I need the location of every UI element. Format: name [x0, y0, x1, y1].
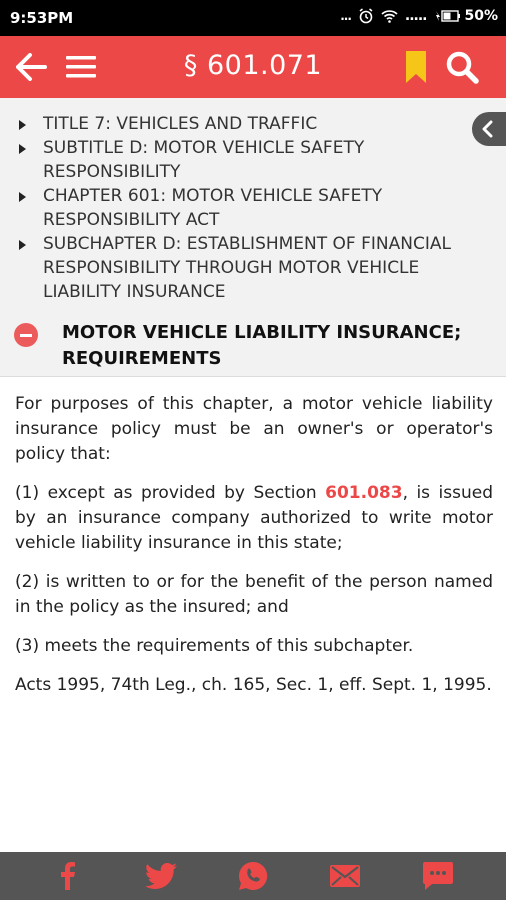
breadcrumb-item-label: SUBTITLE D: MOTOR VEHICLE SAFETY RESPONSIBILITY	[43, 138, 365, 182]
bookmark-button[interactable]	[398, 36, 434, 98]
battery-percent: 50%	[464, 8, 498, 24]
signal-strength: .....	[404, 8, 427, 24]
battery-indicator	[433, 8, 498, 24]
search-button[interactable]	[438, 36, 486, 98]
section-link-601-083[interactable]: 601.083	[325, 483, 403, 503]
statute-item-3: (3) meets the requirements of this subchapter.	[15, 636, 414, 656]
caret-right-icon	[19, 192, 26, 202]
statute-item-2: (2) is written to or for the benefit of the person named in the policy as the insured; and	[15, 572, 493, 617]
wifi-icon	[381, 9, 398, 23]
share-email-button[interactable]	[322, 853, 368, 899]
statute-history: Acts 1995, 74th Leg., ch. 165, Sec. 1, eff. Sept. 1, 1995.	[15, 675, 492, 695]
breadcrumb-item-title[interactable]	[18, 112, 473, 136]
item1-suffix: , is issued by an insurance company authorized to write motor vehicle liability insurance in this state;	[15, 483, 493, 553]
caret-right-icon	[19, 240, 26, 250]
breadcrumb-panel	[0, 98, 506, 377]
share-whatsapp-button[interactable]	[230, 853, 276, 899]
caret-right-icon	[19, 144, 26, 154]
breadcrumb-item-label: TITLE 7: VEHICLES AND TRAFFIC	[43, 114, 318, 134]
breadcrumb-item-label: CHAPTER 601: MOTOR VEHICLE SAFETY RESPONSIBILITY ACT	[43, 186, 383, 230]
email-icon	[330, 865, 360, 887]
side-drawer-toggle[interactable]	[472, 112, 506, 146]
share-bar	[0, 852, 506, 900]
twitter-icon	[145, 863, 177, 889]
statute-item-1	[15, 481, 493, 556]
breadcrumb-item-chapter[interactable]	[18, 184, 473, 232]
collapse-minus-icon[interactable]	[14, 323, 38, 347]
app-bar	[0, 36, 506, 98]
search-icon	[445, 50, 479, 84]
whatsapp-icon	[238, 861, 268, 891]
page-title: § 601.071	[183, 50, 323, 81]
share-facebook-button[interactable]	[45, 853, 91, 899]
status-time: 9:53PM	[10, 9, 74, 27]
status-bar	[0, 0, 506, 36]
sms-icon	[423, 862, 453, 890]
share-twitter-button[interactable]	[138, 853, 184, 899]
caret-right-icon	[19, 120, 26, 130]
breadcrumb-item-label: SUBCHAPTER D: ESTABLISHMENT OF FINANCIAL RESPONSIBILITY THROUGH MOTOR VEHICLE LIABILITY INSURANCE	[43, 234, 451, 302]
breadcrumb-item-subtitle[interactable]	[18, 136, 473, 184]
alarm-icon	[358, 8, 374, 24]
battery-icon	[433, 9, 461, 23]
statute-intro: For purposes of this chapter, a motor vehicle liability insurance policy must be an owner's or operator's policy that:	[15, 394, 493, 464]
share-sms-button[interactable]	[415, 853, 461, 899]
status-icons	[340, 8, 498, 24]
signal-dots-left: ...	[340, 9, 351, 23]
item1-prefix: (1) except as provided by Section	[15, 483, 326, 503]
statute-text	[15, 392, 493, 712]
breadcrumb-item-subchapter[interactable]	[18, 232, 473, 304]
facebook-icon	[60, 862, 76, 890]
breadcrumb	[18, 112, 473, 304]
bookmark-icon	[405, 51, 427, 83]
section-title: MOTOR VEHICLE LIABILITY INSURANCE; REQUIREMENTS	[62, 322, 462, 369]
chevron-left-icon	[480, 120, 494, 138]
